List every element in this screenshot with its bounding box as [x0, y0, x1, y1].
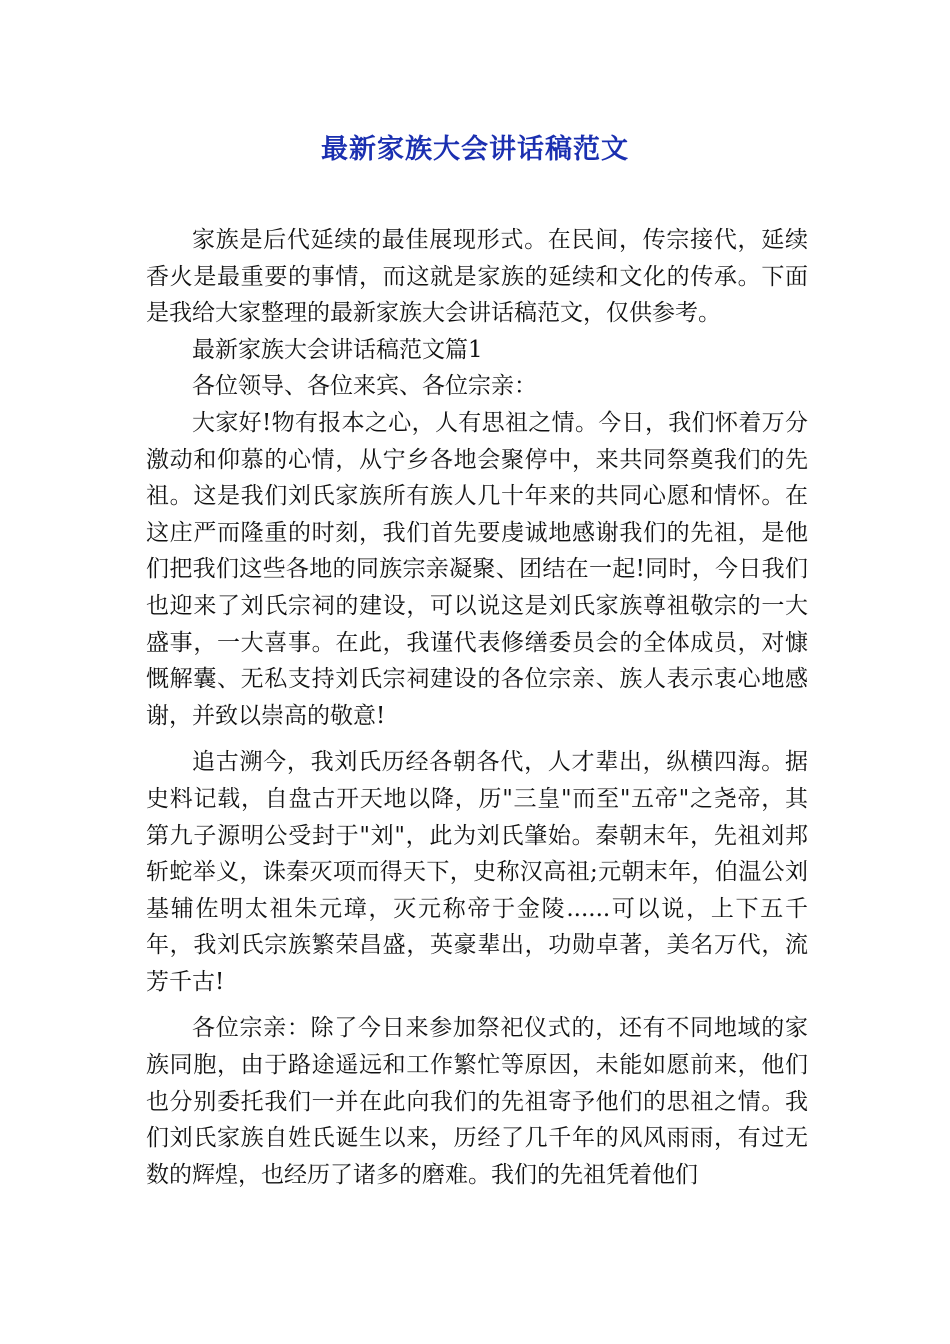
intro-paragraph: 家族是后代延续的最佳展现形式。在民间，传宗接代，延续香火是最重要的事情，而这就是家族的延续和文化的传承。下面是我给大家整理的最新家族大会讲话稿范文，仅供参考。 [146, 227, 808, 327]
body-paragraph: 追古溯今，我刘氏历经各朝各代，人才辈出，纵横四海。据史料记载，自盘古开天地以降，历"三皇"而至"五帝"之尧帝，其第九子源明公受封于"刘"，此为刘氏肇始。秦朝末年，先祖刘邦斩蛇举义，诛秦灭项而得天下，史称汉高祖;元朝末年，伯温公刘基辅佐明太祖朱元璋，灭元称帝于金陵......可以说，上下五千年，我刘氏宗族繁荣昌盛，英豪辈出，功勋卓著，美名万代，流芳千古! [146, 749, 808, 995]
body-paragraph: 各位宗亲：除了今日来参加祭祀仪式的，还有不同地域的家族同胞，由于路途遥远和工作繁忙等原因，未能如愿前来，他们也分别委托我们一并在此向我们的先祖寄予他们的思祖之情。我们刘氏家族自姓氏诞生以来，历经了几千年的风风雨雨，有过无数的辉煌，也经历了诸多的磨难。我们的先祖凭着他们 [146, 1015, 808, 1188]
body-paragraph: 大家好!物有报本之心，人有思祖之情。今日，我们怀着万分激动和仰慕的心情，从宁乡各地会聚停中，来共同祭奠我们的先祖。这是我们刘氏家族所有族人几十年来的共同心愿和情怀。在这庄严而隆重的时刻，我们首先要虔诚地感谢我们的先祖，是他们把我们这些各地的同族宗亲凝聚、团结在一起!同时，今日我们也迎来了刘氏宗祠的建设，可以说这是刘氏家族尊祖敬宗的一大盛事，一大喜事。在此，我谨代表修缮委员会的全体成员，对慷慨解囊、无私支持刘氏宗祠建设的各位宗亲、族人表示衷心地感谢，并致以崇高的敬意! [146, 409, 808, 729]
section-heading: 最新家族大会讲话稿范文篇1 [192, 336, 483, 363]
document-body [146, 222, 808, 1193]
salutation: 各位领导、各位来宾、各位宗亲： [192, 373, 537, 400]
document-title: 最新家族大会讲话稿范文 [321, 134, 629, 165]
